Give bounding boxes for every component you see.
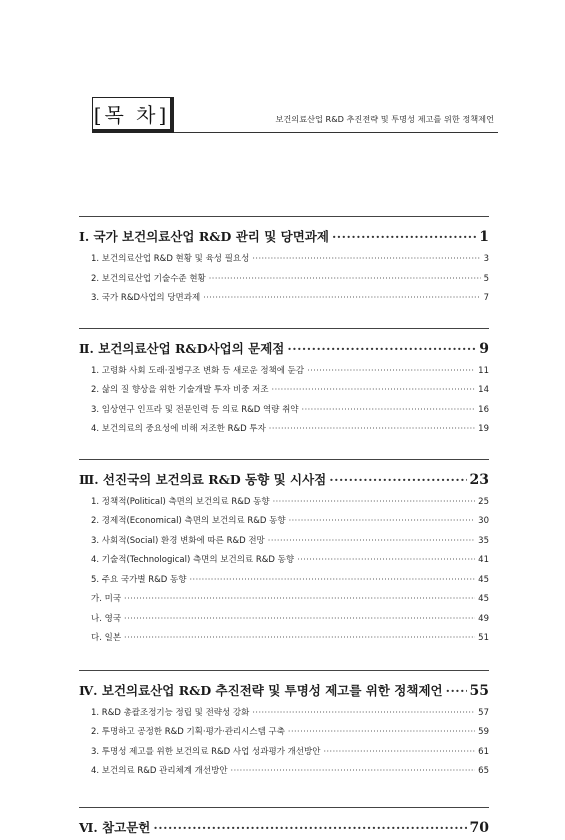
dot-leader [153, 816, 466, 840]
toc-title: [목 차] [92, 97, 174, 133]
toc-entry-page: 45 [478, 574, 489, 585]
toc-entry[interactable] [79, 531, 489, 551]
toc-entry-label: 1. 정책적(Political) 측면의 보건의료 R&D 동향 [91, 496, 270, 507]
toc-entry-label: 1. 보건의료산업 R&D 현황 및 육성 필요성 [91, 254, 250, 264]
dot-leader [288, 722, 475, 742]
toc-entry-page: 14 [478, 385, 489, 395]
dot-leader [287, 337, 476, 361]
toc-entry-page: 5 [483, 273, 489, 284]
toc-entry-page: 35 [478, 535, 489, 546]
section-divider [79, 328, 489, 329]
toc-entry-page: 59 [478, 727, 489, 737]
dot-leader [297, 550, 475, 570]
toc-chapter-label: Ⅰ. 국가 보건의료산업 R&D 관리 및 당면과제 [79, 229, 329, 244]
toc-entry-label: 2. 투명하고 공정한 R&D 기획·평가·관리시스템 구축 [91, 727, 285, 737]
table-of-contents [79, 196, 489, 840]
toc-entry[interactable] [79, 722, 489, 742]
toc-entry-label: 1. R&D 총괄조정기능 정립 및 전략성 강화 [91, 707, 250, 718]
section-divider [79, 807, 489, 808]
toc-section [79, 459, 489, 648]
toc-entry-label: 가. 미국 [91, 594, 122, 604]
toc-entry-page: 51 [478, 633, 489, 643]
toc-entry[interactable] [79, 249, 489, 269]
toc-entry-page: 65 [478, 766, 489, 776]
toc-entry-page: 49 [478, 613, 489, 624]
toc-entry-label: 3. 국가 R&D사업의 당면과제 [91, 293, 201, 303]
toc-section [79, 216, 489, 308]
toc-entry-label: 2. 보건의료산업 기술수준 현황 [91, 273, 206, 284]
toc-entry-page: 3 [483, 254, 489, 264]
toc-entry-page: 45 [478, 594, 489, 604]
toc-chapter-label: Ⅲ. 선진국의 보건의료 R&D 동향 및 시사점 [79, 471, 327, 487]
toc-entry-page: 16 [478, 404, 489, 415]
toc-entry-page: 11 [478, 365, 489, 376]
dot-leader [329, 468, 466, 492]
dot-leader [189, 570, 475, 590]
toc-chapter[interactable] [79, 225, 489, 249]
dot-leader [231, 761, 476, 781]
toc-entry[interactable] [79, 742, 489, 762]
toc-entry[interactable] [79, 269, 489, 289]
toc-entry-page: 57 [478, 707, 489, 718]
toc-entry-label: 4. 기술적(Technological) 측면의 보건의료 R&D 동향 [91, 555, 295, 565]
toc-chapter-page: 55 [469, 682, 489, 699]
toc-entry[interactable] [79, 761, 489, 781]
dot-leader [268, 531, 475, 551]
toc-chapter-page: 9 [479, 340, 489, 357]
toc-chapter-page: 23 [469, 471, 489, 488]
toc-entry[interactable] [79, 628, 489, 648]
page-header [92, 97, 498, 133]
toc-entry[interactable] [79, 419, 489, 439]
dot-leader [203, 288, 480, 308]
toc-entry-page: 41 [478, 555, 489, 565]
dot-leader [446, 679, 467, 703]
toc-entry[interactable] [79, 288, 489, 308]
toc-entry[interactable] [79, 570, 489, 590]
toc-entry-label: 2. 경제적(Economical) 측면의 보건의료 R&D 동향 [91, 516, 286, 526]
toc-section [79, 807, 489, 840]
toc-entry-label: 나. 영국 [91, 613, 122, 624]
toc-entry[interactable] [79, 609, 489, 629]
toc-entry-page: 19 [478, 424, 489, 434]
section-divider [79, 216, 489, 217]
toc-chapter[interactable] [79, 816, 489, 840]
toc-chapter-page: 70 [469, 819, 489, 836]
toc-entry-label: 4. 보건의료 R&D 관리체계 개선방안 [91, 766, 228, 776]
toc-chapter-label: Ⅵ. 참고문헌 [79, 819, 151, 835]
toc-entry-page: 30 [478, 516, 489, 526]
toc-entry-label: 3. 사회적(Social) 환경 변화에 따른 R&D 전망 [91, 535, 265, 546]
dot-leader [209, 269, 481, 289]
toc-entry-label: 3. 임상연구 인프라 및 전문인력 등 의료 R&D 역량 취약 [91, 404, 299, 415]
document-subtitle: 보건의료산업 R&D 추진전략 및 투명성 제고를 위한 정책제언 [275, 114, 494, 124]
toc-entry-page: 25 [478, 496, 489, 507]
dot-leader [124, 609, 475, 629]
toc-entry[interactable] [79, 361, 489, 381]
toc-chapter-label: Ⅳ. 보건의료산업 R&D 추진전략 및 투명성 제고를 위한 정책제언 [79, 682, 443, 698]
dot-leader [302, 400, 476, 420]
dot-leader [269, 419, 475, 439]
toc-entry[interactable] [79, 492, 489, 512]
toc-entry-page: 61 [478, 746, 489, 757]
toc-entry[interactable] [79, 703, 489, 723]
dot-leader [252, 703, 475, 723]
toc-entry-label: 다. 일본 [91, 633, 122, 643]
toc-chapter-page: 1 [479, 229, 489, 245]
toc-chapter-label: Ⅱ. 보건의료산업 R&D사업의 문제점 [79, 340, 285, 356]
toc-entry-label: 5. 주요 국가별 R&D 동향 [91, 574, 187, 585]
toc-entry-page: 7 [483, 293, 489, 303]
toc-entry-label: 3. 투명성 제고를 위한 보건의료 R&D 사업 성과평가 개선방안 [91, 746, 321, 757]
toc-chapter[interactable] [79, 337, 489, 361]
dot-leader [323, 742, 475, 762]
header-rule [174, 132, 498, 133]
toc-chapter[interactable] [79, 468, 489, 492]
toc-entry-label: 4. 보건의료의 중요성에 비해 저조한 R&D 투자 [91, 424, 266, 434]
toc-entry[interactable] [79, 550, 489, 570]
toc-entry[interactable] [79, 511, 489, 531]
toc-entry-label: 2. 삶의 질 향상을 위한 기술개발 투자 비중 저조 [91, 385, 269, 395]
section-divider [79, 670, 489, 671]
toc-entry[interactable] [79, 400, 489, 420]
dot-leader [124, 589, 475, 609]
section-divider [79, 459, 489, 460]
dot-leader [272, 380, 476, 400]
dot-leader [289, 511, 476, 531]
toc-entry-label: 1. 고령화 사회 도래·질병구조 변화 등 새로운 정책에 둔감 [91, 365, 305, 376]
dot-leader [124, 628, 475, 648]
dot-leader [332, 225, 476, 249]
dot-leader [252, 249, 480, 269]
toc-section [79, 328, 489, 439]
toc-section [79, 670, 489, 781]
toc-entry[interactable] [79, 380, 489, 400]
toc-entry[interactable] [79, 589, 489, 609]
toc-chapter[interactable] [79, 679, 489, 703]
dot-leader [273, 492, 476, 512]
dot-leader [307, 361, 475, 381]
